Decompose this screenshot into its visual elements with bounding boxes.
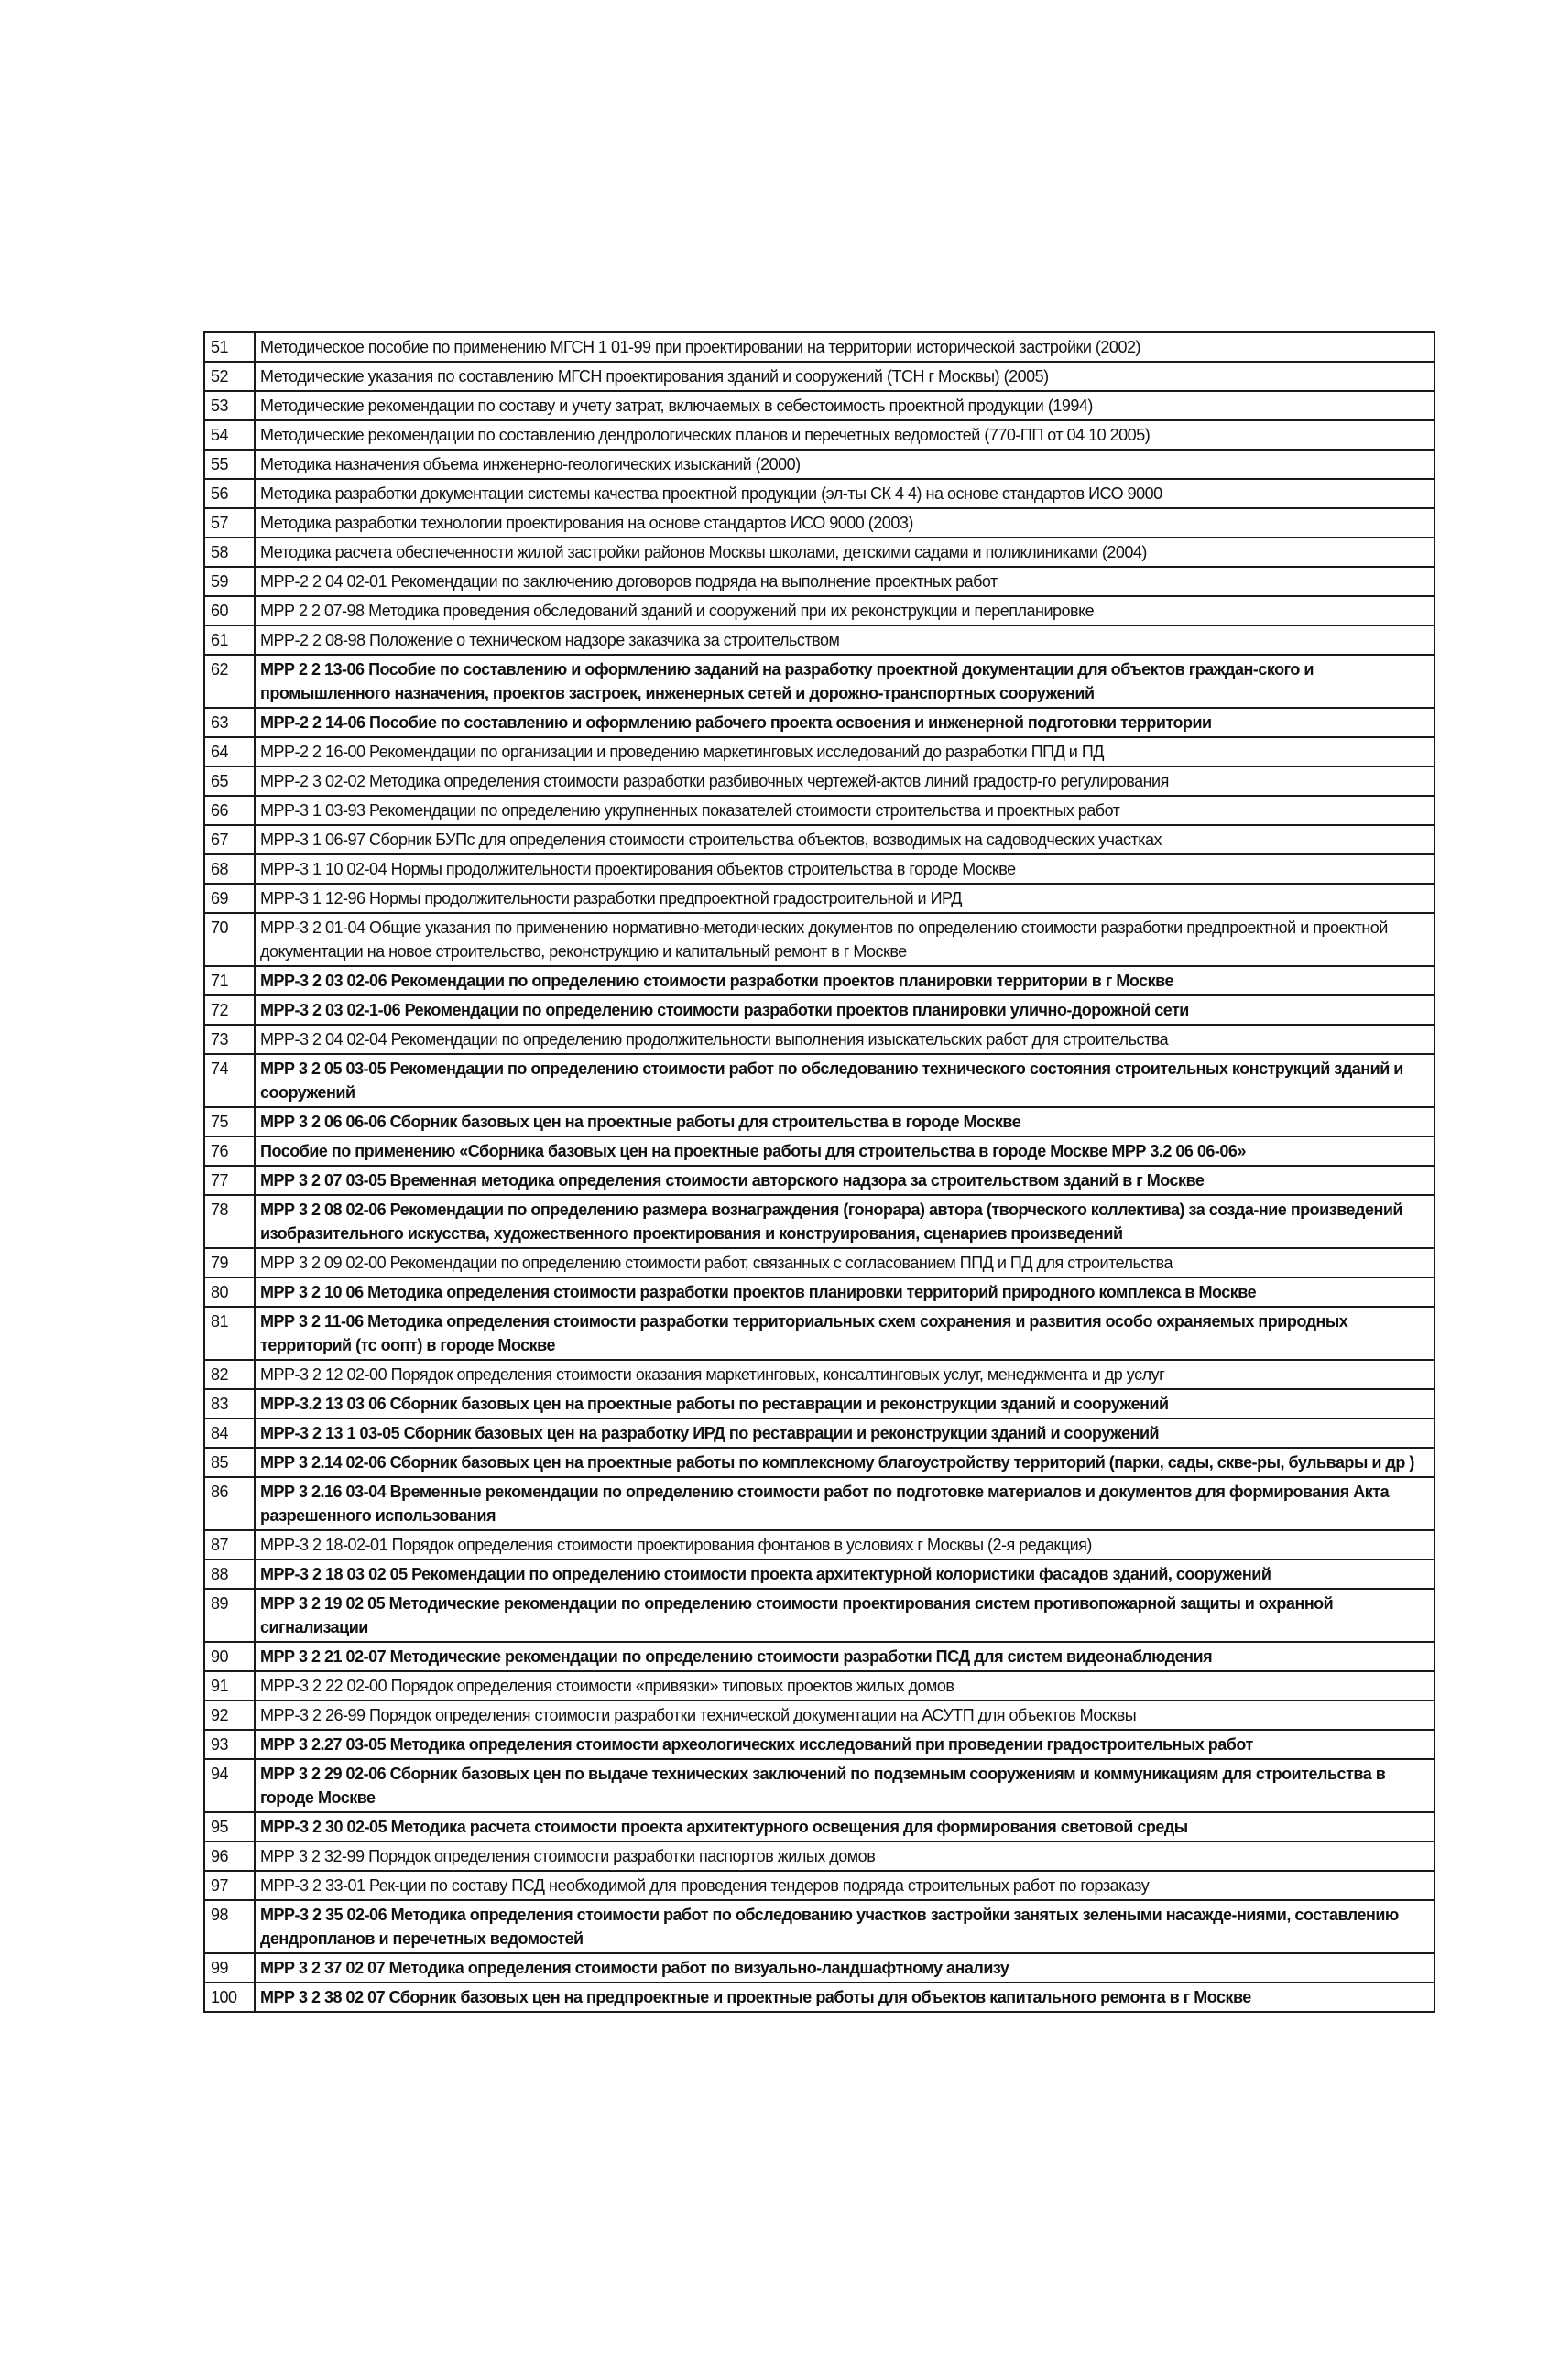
table-row	[204, 796, 1434, 825]
row-number: 53	[204, 391, 255, 420]
table-row	[204, 538, 1434, 567]
table-row	[204, 391, 1434, 420]
table-row	[204, 766, 1434, 796]
row-number: 99	[204, 1953, 255, 1983]
row-number: 96	[204, 1842, 255, 1871]
table-row	[204, 966, 1434, 995]
row-number: 85	[204, 1448, 255, 1477]
table-row	[204, 1871, 1434, 1900]
row-number: 73	[204, 1025, 255, 1054]
row-number: 71	[204, 966, 255, 995]
table-row	[204, 1166, 1434, 1195]
row-number: 54	[204, 420, 255, 450]
document-title: МРР-3 2 12 02-00 Порядок определения стоимости оказания маркетинговых, консалтинговых услуг, менеджмента и др услуг	[255, 1360, 1434, 1389]
table-row	[204, 1701, 1434, 1730]
document-title: Методика назначения объема инженерно-геологических изысканий (2000)	[255, 450, 1434, 479]
document-title: МРР-3 2 04 02-04 Рекомендации по определению продолжительности выполнения изыскательских работ для строительства	[255, 1025, 1434, 1054]
document-title: МРР-2 2 08-98 Положение о техническом надзоре заказчика за строительством	[255, 625, 1434, 655]
table-row	[204, 1530, 1434, 1559]
document-title: МРР 2 2 13-06 Пособие по составлению и оформлению заданий на разработку проектной документации для объектов граждан-ского и промышленного назначения, проектов застроек, инженерных сетей и дорожно-транспортных сооружений	[255, 655, 1434, 708]
table-row	[204, 1195, 1434, 1248]
table-row	[204, 567, 1434, 596]
table-row	[204, 1448, 1434, 1477]
table-row	[204, 420, 1434, 450]
row-number: 57	[204, 508, 255, 538]
document-title: МРР-3 1 10 02-04 Нормы продолжительности проектирования объектов строительства в городе Москве	[255, 854, 1434, 884]
row-number: 87	[204, 1530, 255, 1559]
table-row	[204, 1360, 1434, 1389]
table-row	[204, 1136, 1434, 1166]
row-number: 80	[204, 1277, 255, 1307]
table-row	[204, 1277, 1434, 1307]
table-row	[204, 1418, 1434, 1448]
row-number: 86	[204, 1477, 255, 1530]
row-number: 66	[204, 796, 255, 825]
row-number: 90	[204, 1642, 255, 1671]
row-number: 77	[204, 1166, 255, 1195]
document-title: Методическое пособие по применению МГСН 1 01-99 при проектировании на территории исторической застройки (2002)	[255, 332, 1434, 362]
row-number: 74	[204, 1054, 255, 1107]
document-title: МРР 2 2 07-98 Методика проведения обследований зданий и сооружений при их реконструкции и перепланировке	[255, 596, 1434, 625]
row-number: 97	[204, 1871, 255, 1900]
table-row	[204, 1248, 1434, 1277]
document-title: МРР-3 2 35 02-06 Методика определения стоимости работ по обследованию участков застройки занятых зелеными насажде-ниями, составлению дендропланов и перечетных ведомостей	[255, 1900, 1434, 1953]
document-title: Методические указания по составлению МГСН проектирования зданий и сооружений (ТСН г Москвы) (2005)	[255, 362, 1434, 391]
table-row	[204, 1812, 1434, 1842]
document-title: МРР 3 2 32-99 Порядок определения стоимости разработки паспортов жилых домов	[255, 1842, 1434, 1871]
document-list-table	[203, 331, 1435, 2013]
document-title: МРР 3 2 29 02-06 Сборник базовых цен по выдаче технических заключений по подземным сооружениям и коммуникациям для строительства в городе Москве	[255, 1759, 1434, 1812]
table-row	[204, 508, 1434, 538]
document-title: МРР 3 2 37 02 07 Методика определения стоимости работ по визуально-ландшафтному анализу	[255, 1953, 1434, 1983]
row-number: 70	[204, 913, 255, 966]
table-row	[204, 1389, 1434, 1418]
document-title: Методика расчета обеспеченности жилой застройки районов Москвы школами, детскими садами и поликлиниками (2004)	[255, 538, 1434, 567]
row-number: 60	[204, 596, 255, 625]
table-row	[204, 995, 1434, 1025]
document-title: Пособие по применению «Сборника базовых цен на проектные работы для строительства в городе Москве МРР 3.2 06 06-06»	[255, 1136, 1434, 1166]
row-number: 95	[204, 1812, 255, 1842]
document-title: МРР 3 2 19 02 05 Методические рекомендации по определению стоимости проектирования систем противопожарной защиты и охранной сигнализации	[255, 1589, 1434, 1642]
row-number: 79	[204, 1248, 255, 1277]
table-row	[204, 479, 1434, 508]
document-title: МРР 3 2.16 03-04 Временные рекомендации по определению стоимости работ по подготовке материалов и документов для формирования Акта разрешенного использования	[255, 1477, 1434, 1530]
table-row	[204, 1107, 1434, 1136]
document-title: МРР-3 2 13 1 03-05 Сборник базовых цен на разработку ИРД по реставрации и реконструкции зданий и сооружений	[255, 1418, 1434, 1448]
table-row	[204, 1642, 1434, 1671]
row-number: 55	[204, 450, 255, 479]
row-number: 65	[204, 766, 255, 796]
document-title: Методика разработки технологии проектирования на основе стандартов ИСО 9000 (2003)	[255, 508, 1434, 538]
document-title: МРР 3 2 09 02-00 Рекомендации по определению стоимости работ, связанных с согласованием ППД и ПД для строительства	[255, 1248, 1434, 1277]
row-number: 92	[204, 1701, 255, 1730]
document-title: МРР 3 2 06 06-06 Сборник базовых цен на проектные работы для строительства в городе Москве	[255, 1107, 1434, 1136]
row-number: 51	[204, 332, 255, 362]
row-number: 83	[204, 1389, 255, 1418]
table-row	[204, 362, 1434, 391]
document-title: МРР-3 2 26-99 Порядок определения стоимости разработки технической документации на АСУТП для объектов Москвы	[255, 1701, 1434, 1730]
row-number: 63	[204, 708, 255, 737]
table-row	[204, 1477, 1434, 1530]
document-title: МРР 3 2 07 03-05 Временная методика определения стоимости авторского надзора за строительством зданий в г Москве	[255, 1166, 1434, 1195]
row-number: 94	[204, 1759, 255, 1812]
document-title: МРР-3 2 33-01 Рек-ции по составу ПСД необходимой для проведения тендеров подряда строительных работ по горзаказу	[255, 1871, 1434, 1900]
document-title: МРР 3 2 05 03-05 Рекомендации по определению стоимости работ по обследованию технического состояния строительных конструкций зданий и сооружений	[255, 1054, 1434, 1107]
table-row	[204, 1054, 1434, 1107]
row-number: 98	[204, 1900, 255, 1953]
table-row	[204, 1671, 1434, 1701]
table-row	[204, 450, 1434, 479]
table-row	[204, 708, 1434, 737]
table-row	[204, 1842, 1434, 1871]
row-number: 58	[204, 538, 255, 567]
document-title: МРР 3 2.14 02-06 Сборник базовых цен на проектные работы по комплексному благоустройству территорий (парки, сады, скве-ры, бульвары и др )	[255, 1448, 1434, 1477]
document-title: МРР-2 2 14-06 Пособие по составлению и оформлению рабочего проекта освоения и инженерной подготовки территории	[255, 708, 1434, 737]
row-number: 67	[204, 825, 255, 854]
row-number: 93	[204, 1730, 255, 1759]
document-title: МРР-3 2 03 02-06 Рекомендации по определению стоимости разработки проектов планировки территории в г Москве	[255, 966, 1434, 995]
document-title: МРР-3 2 18 03 02 05 Рекомендации по определению стоимости проекта архитектурной колористики фасадов зданий, сооружений	[255, 1559, 1434, 1589]
table-row	[204, 596, 1434, 625]
document-title: МРР 3 2 10 06 Методика определения стоимости разработки проектов планировки территорий природного комплекса в Москве	[255, 1277, 1434, 1307]
row-number: 76	[204, 1136, 255, 1166]
document-title: Методические рекомендации по составу и учету затрат, включаемых в себестоимость проектной продукции (1994)	[255, 391, 1434, 420]
table-row	[204, 854, 1434, 884]
row-number: 69	[204, 884, 255, 913]
table-row	[204, 332, 1434, 362]
document-title: МРР 3 2.27 03-05 Методика определения стоимости археологических исследований при проведении градостроительных работ	[255, 1730, 1434, 1759]
document-title: МРР-3 2 18-02-01 Порядок определения стоимости проектирования фонтанов в условиях г Москвы (2-я редакция)	[255, 1530, 1434, 1559]
row-number: 75	[204, 1107, 255, 1136]
document-title: Методика разработки документации системы качества проектной продукции (эл-ты СК 4 4) на основе стандартов ИСО 9000	[255, 479, 1434, 508]
document-title: МРР-2 2 04 02-01 Рекомендации по заключению договоров подряда на выполнение проектных работ	[255, 567, 1434, 596]
table-row	[204, 737, 1434, 766]
table-row	[204, 1025, 1434, 1054]
table-row	[204, 625, 1434, 655]
document-title: МРР-3 2 22 02-00 Порядок определения стоимости «привязки» типовых проектов жилых домов	[255, 1671, 1434, 1701]
document-title: МРР-3 2 30 02-05 Методика расчета стоимости проекта архитектурного освещения для формирования световой среды	[255, 1812, 1434, 1842]
row-number: 78	[204, 1195, 255, 1248]
table-row	[204, 1559, 1434, 1589]
row-number: 59	[204, 567, 255, 596]
row-number: 62	[204, 655, 255, 708]
row-number: 61	[204, 625, 255, 655]
document-title: МРР-3 2 03 02-1-06 Рекомендации по определению стоимости разработки проектов планировки улично-дорожной сети	[255, 995, 1434, 1025]
row-number: 81	[204, 1307, 255, 1360]
table-row	[204, 884, 1434, 913]
row-number: 68	[204, 854, 255, 884]
document-title: МРР-2 2 16-00 Рекомендации по организации и проведению маркетинговых исследований до разработки ППД и ПД	[255, 737, 1434, 766]
table-row	[204, 655, 1434, 708]
document-title: Методические рекомендации по составлению дендрологических планов и перечетных ведомостей (770-ПП от 04 10 2005)	[255, 420, 1434, 450]
document-title: МРР 3 2 11-06 Методика определения стоимости разработки территориальных схем сохранения и развития особо охраняемых природных территорий (тс оопт) в городе Москве	[255, 1307, 1434, 1360]
document-title: МРР-3 1 03-93 Рекомендации по определению укрупненных показателей стоимости строительства и проектных работ	[255, 796, 1434, 825]
row-number: 82	[204, 1360, 255, 1389]
table-row	[204, 825, 1434, 854]
document-title: МРР 3 2 08 02-06 Рекомендации по определению размера вознаграждения (гонорара) автора (творческого коллектива) за созда-ние произведений изобразительного искусства, художественного проектирования и конструирования, сценариев произведений	[255, 1195, 1434, 1248]
row-number: 56	[204, 479, 255, 508]
table-body	[204, 332, 1434, 2012]
row-number: 52	[204, 362, 255, 391]
table-row	[204, 1307, 1434, 1360]
row-number: 100	[204, 1983, 255, 2012]
table-row	[204, 1759, 1434, 1812]
document-title: МРР 3 2 21 02-07 Методические рекомендации по определению стоимости разработки ПСД для систем видеонаблюдения	[255, 1642, 1434, 1671]
table-row	[204, 1900, 1434, 1953]
document-title: МРР-3.2 13 03 06 Сборник базовых цен на проектные работы по реставрации и реконструкции зданий и сооружений	[255, 1389, 1434, 1418]
table-row	[204, 1983, 1434, 2012]
row-number: 91	[204, 1671, 255, 1701]
document-title: МРР-3 1 06-97 Сборник БУПс для определения стоимости строительства объектов, возводимых на садоводческих участках	[255, 825, 1434, 854]
document-title: МРР-3 2 01-04 Общие указания по применению нормативно-методических документов по определению стоимости разработки предпроектной и проектной документации на новое строительство, реконструкцию и капитальный ремонт в г Москве	[255, 913, 1434, 966]
row-number: 64	[204, 737, 255, 766]
document-title: МРР-3 1 12-96 Нормы продолжительности разработки предпроектной градостроительной и ИРД	[255, 884, 1434, 913]
document-title: МРР 3 2 38 02 07 Сборник базовых цен на предпроектные и проектные работы для объектов капитального ремонта в г Москве	[255, 1983, 1434, 2012]
table-row	[204, 1730, 1434, 1759]
table-row	[204, 913, 1434, 966]
table-row	[204, 1953, 1434, 1983]
row-number: 89	[204, 1589, 255, 1642]
table-row	[204, 1589, 1434, 1642]
document-title: МРР-2 3 02-02 Методика определения стоимости разработки разбивочных чертежей-актов линий градостр-го регулирования	[255, 766, 1434, 796]
row-number: 88	[204, 1559, 255, 1589]
row-number: 84	[204, 1418, 255, 1448]
row-number: 72	[204, 995, 255, 1025]
